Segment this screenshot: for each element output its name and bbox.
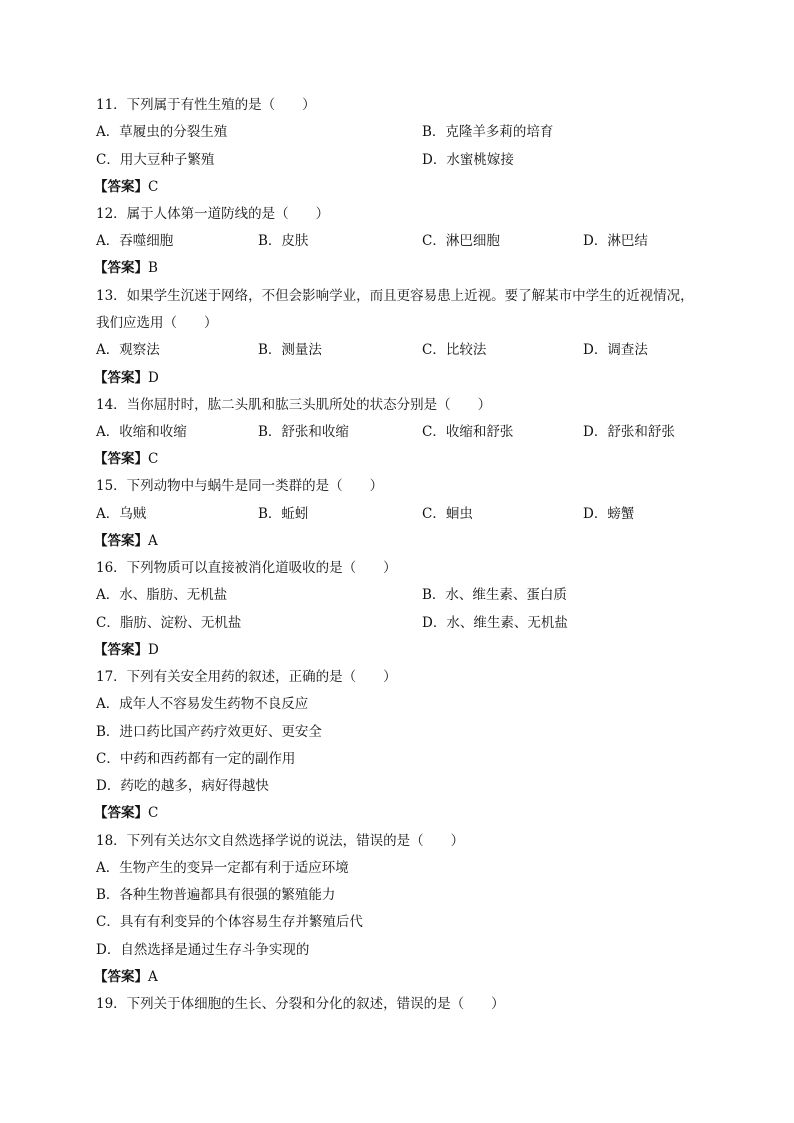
question-15-option-a: A．乌贼 — [96, 506, 147, 522]
question-18-option-a: A．生物产生的变异一定都有利于适应环境 — [96, 860, 349, 876]
question-16-stem: 16．下列物质可以直接被消化道吸收的是（ ） — [96, 560, 397, 576]
question-13-option-c: C．比较法 — [422, 342, 487, 358]
question-15-stem: 15．下列动物中与蜗牛是同一类群的是（ ） — [96, 478, 384, 494]
question-13-option-a: A．观察法 — [96, 342, 160, 358]
question-11-option-d: D．水蜜桃嫁接 — [422, 152, 514, 168]
question-12-option-c: C．淋巴细胞 — [422, 233, 500, 249]
question-13-stem-line-2: 我们应选用（ ） — [96, 315, 218, 331]
question-11-answer — [94, 177, 158, 197]
question-13-option-b: B．测量法 — [258, 342, 322, 358]
question-17-answer — [94, 803, 158, 823]
question-11-option-a: A．草履虫的分裂生殖 — [96, 124, 228, 140]
answer-label: 【答案】 — [94, 260, 148, 276]
question-13-option-d: D．调查法 — [583, 342, 648, 358]
question-12-answer — [94, 258, 158, 278]
question-17-option-b: B．进口药比国产药疗效更好、更安全 — [96, 724, 322, 740]
question-18-stem: 18．下列有关达尔文自然选择学说的说法，错误的是（ ） — [96, 833, 465, 849]
question-17-option-a: A．成年人不容易发生药物不良反应 — [96, 696, 309, 712]
question-14-option-c: C．收缩和舒张 — [422, 424, 514, 440]
question-16-option-c: C．脂肪、淀粉、无机盐 — [96, 615, 242, 631]
answer-value: C — [148, 805, 159, 821]
question-15-answer — [94, 531, 158, 551]
answer-label: 【答案】 — [94, 451, 148, 467]
answer-label: 【答案】 — [94, 805, 148, 821]
question-19-stem: 19．下列关于体细胞的生长、分裂和分化的叙述，错误的是（ ） — [96, 996, 505, 1012]
answer-label: 【答案】 — [94, 370, 148, 386]
question-12-option-b: B．皮肤 — [258, 233, 309, 249]
answer-value: C — [148, 451, 159, 467]
question-18-option-b: B．各种生物普遍都具有很强的繁殖能力 — [96, 887, 336, 903]
answer-value: D — [148, 642, 159, 658]
question-18-option-c: C．具有有利变异的个体容易生存并繁殖后代 — [96, 914, 363, 930]
question-11-option-c: C．用大豆种子繁殖 — [96, 152, 215, 168]
answer-label: 【答案】 — [94, 642, 148, 658]
question-18-answer — [94, 967, 158, 987]
question-12-option-d: D．淋巴结 — [583, 233, 648, 249]
question-11-option-b: B．克隆羊多莉的培育 — [422, 124, 554, 140]
question-15-option-b: B．蚯蚓 — [258, 506, 309, 522]
question-14-option-d: D．舒张和舒张 — [583, 424, 675, 440]
question-14-option-a: A．收缩和收缩 — [96, 424, 187, 440]
question-17-option-d: D．药吃的越多，病好得越快 — [96, 778, 269, 794]
answer-value: D — [148, 370, 159, 386]
question-16-option-a: A．水、脂肪、无机盐 — [96, 587, 228, 603]
question-13-answer — [94, 368, 159, 388]
question-13-stem-line-1: 13．如果学生沉迷于网络，不但会影响学业，而且更容易患上近视。要了解某市中学生的近视情况， — [96, 288, 694, 304]
question-18-option-d: D．自然选择是通过生存斗争实现的 — [96, 942, 310, 958]
answer-label: 【答案】 — [94, 533, 148, 549]
question-15-option-d: D．螃蟹 — [583, 506, 635, 522]
answer-label: 【答案】 — [94, 179, 148, 195]
question-14-answer — [94, 449, 158, 469]
question-15-option-c: C．蛔虫 — [422, 506, 473, 522]
question-16-answer — [94, 640, 159, 660]
question-16-option-d: D．水、维生素、无机盐 — [422, 615, 568, 631]
answer-value: B — [148, 260, 158, 276]
question-11-stem: 11．下列属于有性生殖的是（ ） — [96, 97, 316, 113]
question-14-option-b: B．舒张和收缩 — [258, 424, 349, 440]
question-17-option-c: C．中药和西药都有一定的副作用 — [96, 751, 296, 767]
answer-value: A — [148, 533, 158, 549]
question-14-stem: 14．当你屈肘时，肱二头肌和肱三头肌所处的状态分别是（ ） — [96, 397, 492, 413]
answer-value: A — [148, 969, 158, 985]
answer-value: C — [148, 179, 159, 195]
question-12-stem: 12．属于人体第一道防线的是（ ） — [96, 206, 330, 222]
question-16-option-b: B．水、维生素、蛋白质 — [422, 587, 567, 603]
question-12-option-a: A．吞噬细胞 — [96, 233, 174, 249]
answer-label: 【答案】 — [94, 969, 148, 985]
question-17-stem: 17．下列有关安全用药的叙述，正确的是（ ） — [96, 669, 397, 685]
